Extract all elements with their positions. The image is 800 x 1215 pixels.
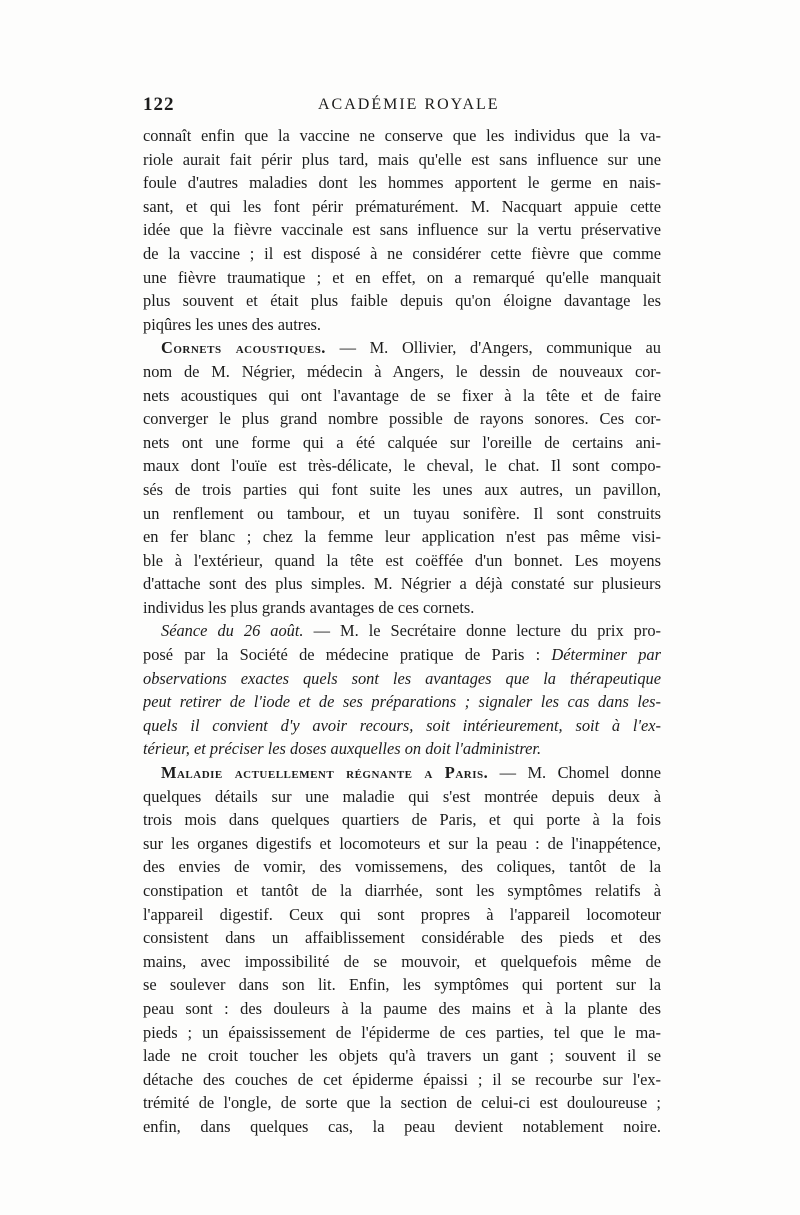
text-line: connaît enfin que la vaccine ne conserve que les individus que la va- — [143, 126, 661, 145]
paragraph-cornets-acoustiques — [143, 336, 661, 619]
text-line: nets ont une forme qui a été calquée sur l'oreille de certains ani- — [143, 432, 661, 452]
text-line: de la vaccine ; il est disposé à ne considérer cette fièvre que comme — [143, 243, 661, 263]
text-line: mains, avec impossibilité de se mouvoir, et quelquefois même de — [143, 951, 661, 971]
paragraph-seance — [143, 619, 661, 761]
text-line — [143, 336, 661, 360]
text-line: ble à l'extérieur, quand la tête est coëffée d'un bonnet. Les moyens — [143, 550, 661, 570]
text-line: pieds ; un épaississement de l'épiderme de ces parties, tel que le ma- — [143, 1022, 661, 1042]
text-run: — M. Ollivier, d'Angers, communique au — [325, 338, 661, 358]
text-line: constipation et tantôt de la diarrhée, sont les symptômes relatifs à — [143, 881, 661, 900]
text-line: un renflement ou tambour, et un tuyau sonifère. Il sont construits — [143, 503, 661, 523]
text-line: d'attache sont des plus simples. M. Négrier a déjà constaté sur plusieurs — [143, 574, 661, 594]
prize-question: Déterminer par — [551, 645, 661, 665]
text-line: en fer blanc ; chez la femme leur application n'est pas même visi- — [143, 527, 661, 547]
section-heading-cornets: Cornets acoustiques. — [161, 338, 326, 358]
text-line: des envies de vomir, des vomissemens, des coliques, tantôt de la — [143, 857, 661, 877]
text-line: une fièvre traumatique ; et en effet, on a remarqué qu'elle manquait — [143, 267, 661, 287]
text-line: converger le plus grand nombre possible de rayons sonores. Ces cor- — [143, 409, 661, 429]
text-line: plus souvent et était plus faible depuis qu'on éloigne davantage les — [143, 291, 661, 311]
text-line: détache des couches de cet épiderme épaissi ; il se recourbe sur l'ex- — [143, 1069, 661, 1089]
prize-question: térieur, et préciser les doses auxquelles on doit l'administrer. — [143, 739, 542, 759]
text-line: l'appareil digestif. Ceux qui sont propres à l'appareil locomoteur — [143, 904, 661, 924]
text-run: — M. Chomel donne — [488, 763, 661, 783]
page-number: 122 — [143, 94, 175, 115]
text-line: sant, et qui les font périr prématurément. M. Nacquart appuie cette — [143, 196, 661, 216]
text-line: peau sont : des douleurs à la paume des mains et à la plante des — [143, 998, 661, 1018]
section-heading-maladie: Maladie actuellement régnante a Paris. — [161, 763, 489, 783]
text-line: quelques détails sur une maladie qui s'est montrée depuis deux à — [143, 786, 661, 806]
paragraph-maladie — [143, 761, 661, 1139]
text-line — [143, 619, 661, 643]
text-line: trois mois dans quelques quartiers de Paris, et qui porte à la fois — [143, 810, 661, 830]
text-line: foule d'autres maladies dont les hommes apportent le germe en nais- — [143, 173, 661, 193]
paragraph-vaccine — [143, 124, 661, 336]
prize-question: quels il convient d'y avoir recours, soit intérieurement, soit à l'ex- — [143, 715, 661, 735]
text-line: piqûres les unes des autres. — [143, 314, 321, 334]
text-line: nom de M. Négrier, médecin à Angers, le dessin de nouveaux cor- — [143, 361, 661, 381]
text-run: posé par la Société de médecine pratique de Paris : — [143, 645, 552, 665]
prize-question: peut retirer de l'iode et de ses préparations ; signaler les cas dans les- — [143, 692, 661, 712]
text-line: sur les organes digestifs et locomoteurs et sur la peau : de l'inappétence, — [143, 833, 661, 853]
body-text — [143, 124, 661, 1139]
text-line — [143, 761, 661, 785]
text-line: idée que la fièvre vaccinale est sans influence sur la vertu préservative — [143, 220, 661, 240]
text-line — [143, 643, 661, 667]
text-line: consistent dans un affaiblissement considérable des pieds et des — [143, 928, 661, 948]
text-run: — M. le Secrétaire donne lecture du prix pro- — [303, 621, 661, 641]
text-line: nets acoustiques qui ont l'avantage de se fixer à la tête et de faire — [143, 385, 661, 405]
section-heading-seance: Séance du 26 août. — [161, 621, 304, 641]
running-title: ACADÉMIE ROYALE — [318, 96, 500, 113]
text-line: individus les plus grands avantages de ces cornets. — [143, 597, 475, 617]
text-line: enfin, dans quelques cas, la peau devient notablement noire. — [143, 1116, 661, 1136]
running-head — [143, 94, 661, 118]
text-line: lade ne croit toucher les objets qu'à travers un gant ; souvent il se — [143, 1046, 661, 1066]
prize-question: observations exactes quels sont les avantages que la thérapeutique — [143, 668, 661, 688]
text-line: sés de trois parties qui font suite les unes aux autres, un pavillon, — [143, 479, 661, 499]
text-line: riole aurait fait périr plus tard, mais qu'elle est sans influence sur une — [143, 149, 661, 169]
text-line: maux dont l'ouïe est très-délicate, le cheval, le chat. Il sont compo- — [143, 456, 661, 476]
text-line: trémité de l'ongle, de sorte que la section de celui-ci est douloureuse ; — [143, 1093, 661, 1113]
text-line: se soulever dans son lit. Enfin, les symptômes qui portent sur la — [143, 975, 661, 995]
